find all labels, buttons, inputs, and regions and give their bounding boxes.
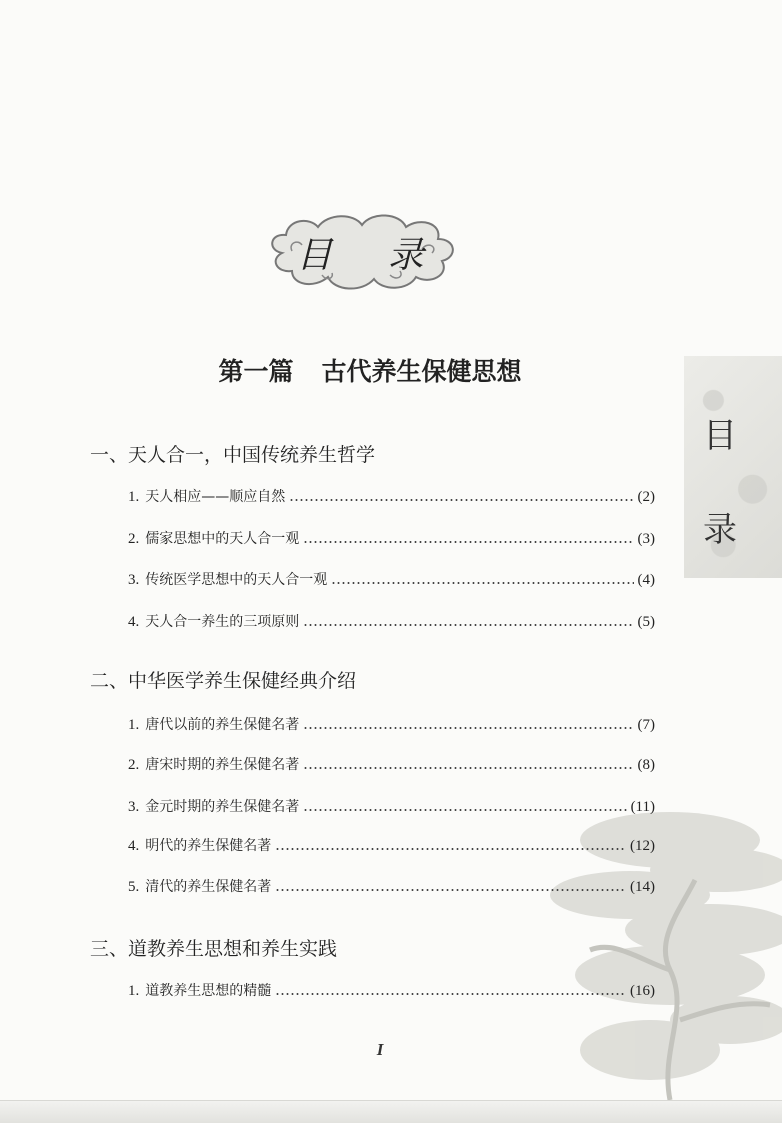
side-tab (684, 356, 782, 578)
toc-entry[interactable] (128, 484, 655, 506)
toc-entry-label: 5. 清代的养生保健名著 (128, 879, 272, 895)
toc-entry[interactable] (128, 874, 655, 896)
toc-entry[interactable] (128, 752, 655, 774)
scan-edge-strip (0, 1100, 782, 1123)
part-title (0, 352, 740, 388)
toc-entry-page: (5) (637, 614, 655, 630)
toc-entry[interactable] (128, 526, 655, 548)
contents-heading: 目 录 (296, 235, 446, 276)
toc-entry-label: 2. 儒家思想中的天人合一观 (128, 531, 300, 547)
dot-leader (275, 848, 626, 850)
toc-entry-label: 3. 传统医学思想中的天人合一观 (128, 572, 328, 588)
toc-entry[interactable] (128, 712, 655, 734)
toc-entry[interactable] (128, 833, 655, 855)
part-number: 第一篇 (218, 359, 294, 386)
section-title: 二、中华医学养生保健经典介绍 (90, 670, 357, 692)
toc-entry-label: 4. 明代的养生保健名著 (128, 838, 272, 854)
toc-entry[interactable] (128, 794, 655, 816)
toc-entry-page: (3) (637, 531, 655, 547)
contents-heading-cloud (262, 205, 462, 295)
toc-entry-page: (4) (637, 572, 655, 588)
toc-entry-page: (2) (637, 489, 655, 505)
toc-entry[interactable] (128, 609, 655, 631)
page-number: I (376, 1040, 384, 1059)
dot-leader (331, 582, 633, 584)
part-name: 古代养生保健思想 (321, 359, 522, 386)
toc-entry-page: (16) (630, 983, 655, 999)
toc-entry-label: 1. 道教养生思想的精髓 (128, 983, 272, 999)
dot-leader (275, 889, 626, 891)
toc-entry-page: (7) (637, 717, 655, 733)
dot-leader (303, 809, 626, 811)
toc-entry-label: 4. 天人合一养生的三项原则 (128, 614, 300, 630)
section-title: 一、天人合一，中国传统养生哲学 (90, 444, 376, 466)
dot-leader (303, 727, 633, 729)
toc-entry[interactable] (128, 567, 655, 589)
toc-entry-page: (14) (630, 879, 655, 895)
toc-entry[interactable] (128, 978, 655, 1000)
toc-entry-page: (8) (637, 757, 655, 773)
toc-entry-page: (11) (630, 799, 655, 815)
toc-entry-label: 3. 金元时期的养生保健名著 (128, 799, 300, 815)
toc-entry-label: 1. 唐代以前的养生保健名著 (128, 717, 300, 733)
side-tab-char-2: 录 (703, 510, 737, 550)
dot-leader (289, 499, 633, 501)
dot-leader (303, 541, 633, 543)
side-tab-char-1: 目 (703, 416, 737, 456)
section-title: 三、道教养生思想和养生实践 (90, 938, 338, 960)
toc-entry-label: 1. 天人相应——顺应自然 (128, 489, 286, 505)
dot-leader (275, 993, 626, 995)
toc-entry-page: (12) (630, 838, 655, 854)
toc-entry-label: 2. 唐宋时期的养生保健名著 (128, 757, 300, 773)
dot-leader (303, 767, 633, 769)
dot-leader (303, 624, 633, 626)
